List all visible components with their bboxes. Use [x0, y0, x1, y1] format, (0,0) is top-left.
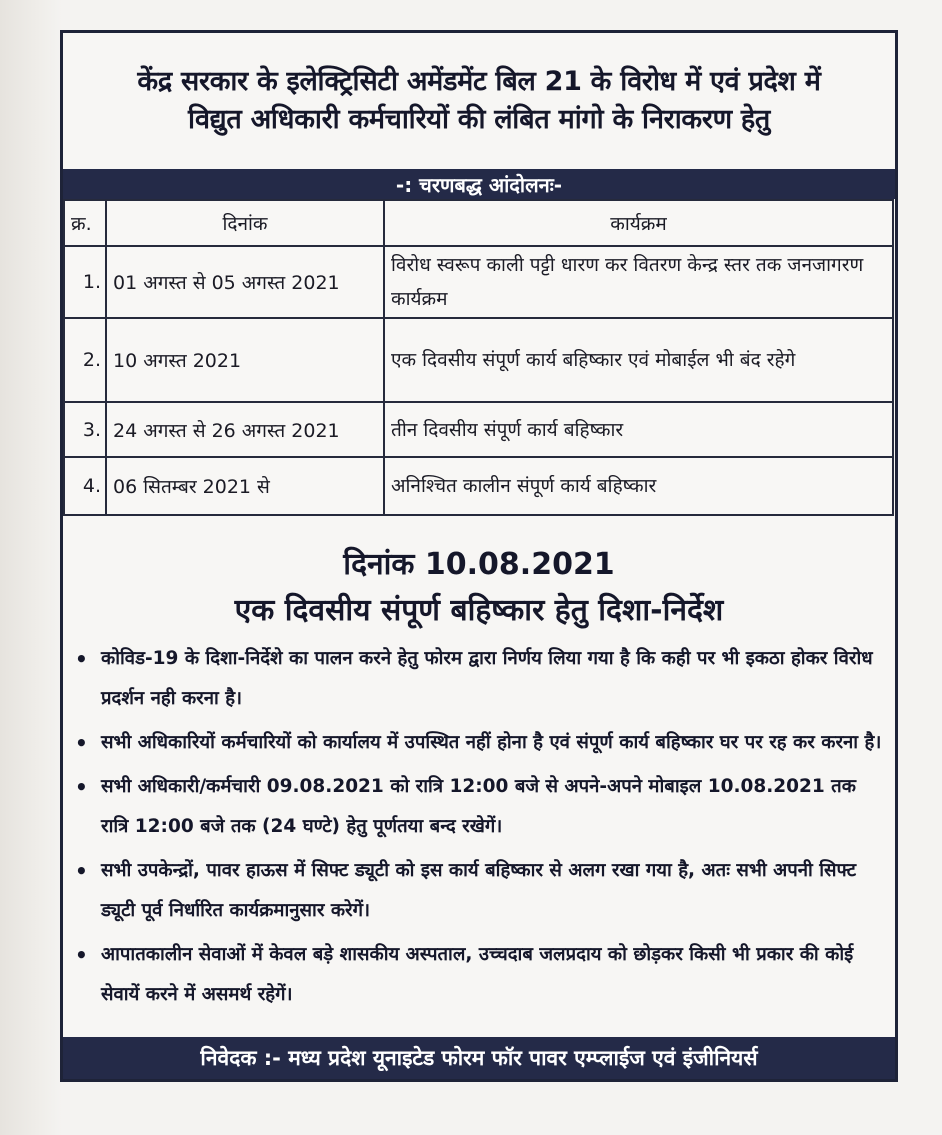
- bullet-icon: •: [75, 943, 88, 967]
- table-row: [64, 318, 893, 402]
- section-title: एक दिवसीय संपूर्ण बहिष्कार हेतु दिशा-निर्देश: [234, 593, 724, 628]
- row-date: 10 अगस्त 2021: [106, 318, 384, 402]
- row-date: 24 अगस्त से 26 अगस्त 2021: [106, 402, 384, 457]
- agitation-schedule-table: [63, 199, 894, 516]
- guideline-text: सभी अधिकारियों कर्मचारियों को कार्यालय में उपस्थित नहीं होना है एवं संपूर्ण कार्य बहिष्कार घर पर रह कर करना है।: [101, 732, 882, 753]
- bullet-icon: •: [75, 775, 88, 799]
- table-header-row: [64, 200, 893, 246]
- notice-sheet: [60, 30, 898, 1082]
- table-row: [64, 246, 893, 318]
- list-item: [73, 767, 885, 847]
- guideline-text: कोविड-19 के दिशा-निर्देशे का पालन करने हेतु फोरम द्वारा निर्णय लिया गया है कि कही पर भी इकठा होकर विरोध प्रदर्शन नही करना है।: [101, 648, 873, 709]
- list-item: [73, 639, 885, 719]
- header-line-2: विद्युत अधिकारी कर्मचारियों की लंबित मांगो के निराकरण हेतु: [187, 104, 771, 135]
- bullet-icon: •: [75, 731, 88, 755]
- row-sn: 4.: [64, 457, 106, 515]
- header-line-1: केंद्र सरकार के इलेक्ट्रिसिटी अमेंडमेंट बिल 21 के विरोध में एवं प्रदेश में: [137, 66, 821, 97]
- guidelines-list: [73, 639, 885, 1019]
- list-item: [73, 723, 885, 763]
- row-date: 06 सितम्बर 2021 से: [106, 457, 384, 515]
- row-program: विरोध स्वरूप काली पट्टी धारण कर वितरण केन्द्र स्तर तक जनजागरण कार्यक्रम: [384, 246, 893, 318]
- guideline-text: सभी अधिकारी/कर्मचारी 09.08.2021 को रात्रि 12:00 बजे से अपने-अपने मोबाइल 10.08.2021 तक रात्रि 12:00 बजे तक (24 घण्टे) हेतु पूर्णतया बन्द रखेगें।: [101, 776, 856, 837]
- bullet-icon: •: [75, 647, 88, 671]
- paper-edge: [0, 0, 62, 1135]
- list-item: [73, 935, 885, 1015]
- section-date-heading: दिनांक 10.08.2021: [343, 547, 615, 582]
- header-program: कार्यक्रम: [384, 200, 893, 246]
- table-row: [64, 457, 893, 515]
- row-date: 01 अगस्त से 05 अगस्त 2021: [106, 246, 384, 318]
- requester-footer: निवेदक :- मध्य प्रदेश यूनाइटेड फोरम फॉर पावर एम्प्लाईज एवं इंजीनियर्स: [63, 1037, 895, 1079]
- row-sn: 3.: [64, 402, 106, 457]
- guideline-text: आपातकालीन सेवाओं में केवल बड़े शासकीय अस्पताल, उच्चदाब जलप्रदाय को छोड़कर किसी भी प्रकार की कोई सेवायें करने में असमर्थ रहेगें।: [101, 944, 854, 1005]
- header-date: दिनांक: [106, 200, 384, 246]
- row-program: एक दिवसीय संपूर्ण कार्य बहिष्कार एवं मोबाईल भी बंद रहेगे: [384, 318, 893, 402]
- list-item: [73, 851, 885, 931]
- table-row: [64, 402, 893, 457]
- row-sn: 1.: [64, 246, 106, 318]
- row-sn: 2.: [64, 318, 106, 402]
- row-program: अनिश्चित कालीन संपूर्ण कार्य बहिष्कार: [384, 457, 893, 515]
- bullet-icon: •: [75, 859, 88, 883]
- header-sn: क्र.: [64, 200, 106, 246]
- guideline-text: सभी उपकेन्द्रों, पावर हाऊस में सिफ्ट ड्यूटी को इस कार्य बहिष्कार से अलग रखा गया है, अतः सभी अपनी सिफ्ट ड्यूटी पूर्व निर्धारित कार्यक्रमानुसार करेगें।: [101, 860, 857, 921]
- notice-header: [63, 33, 895, 169]
- phased-agitation-band: -: चरणबद्ध आंदोलनः-: [63, 169, 895, 199]
- row-program: तीन दिवसीय संपूर्ण कार्य बहिष्कार: [384, 402, 893, 457]
